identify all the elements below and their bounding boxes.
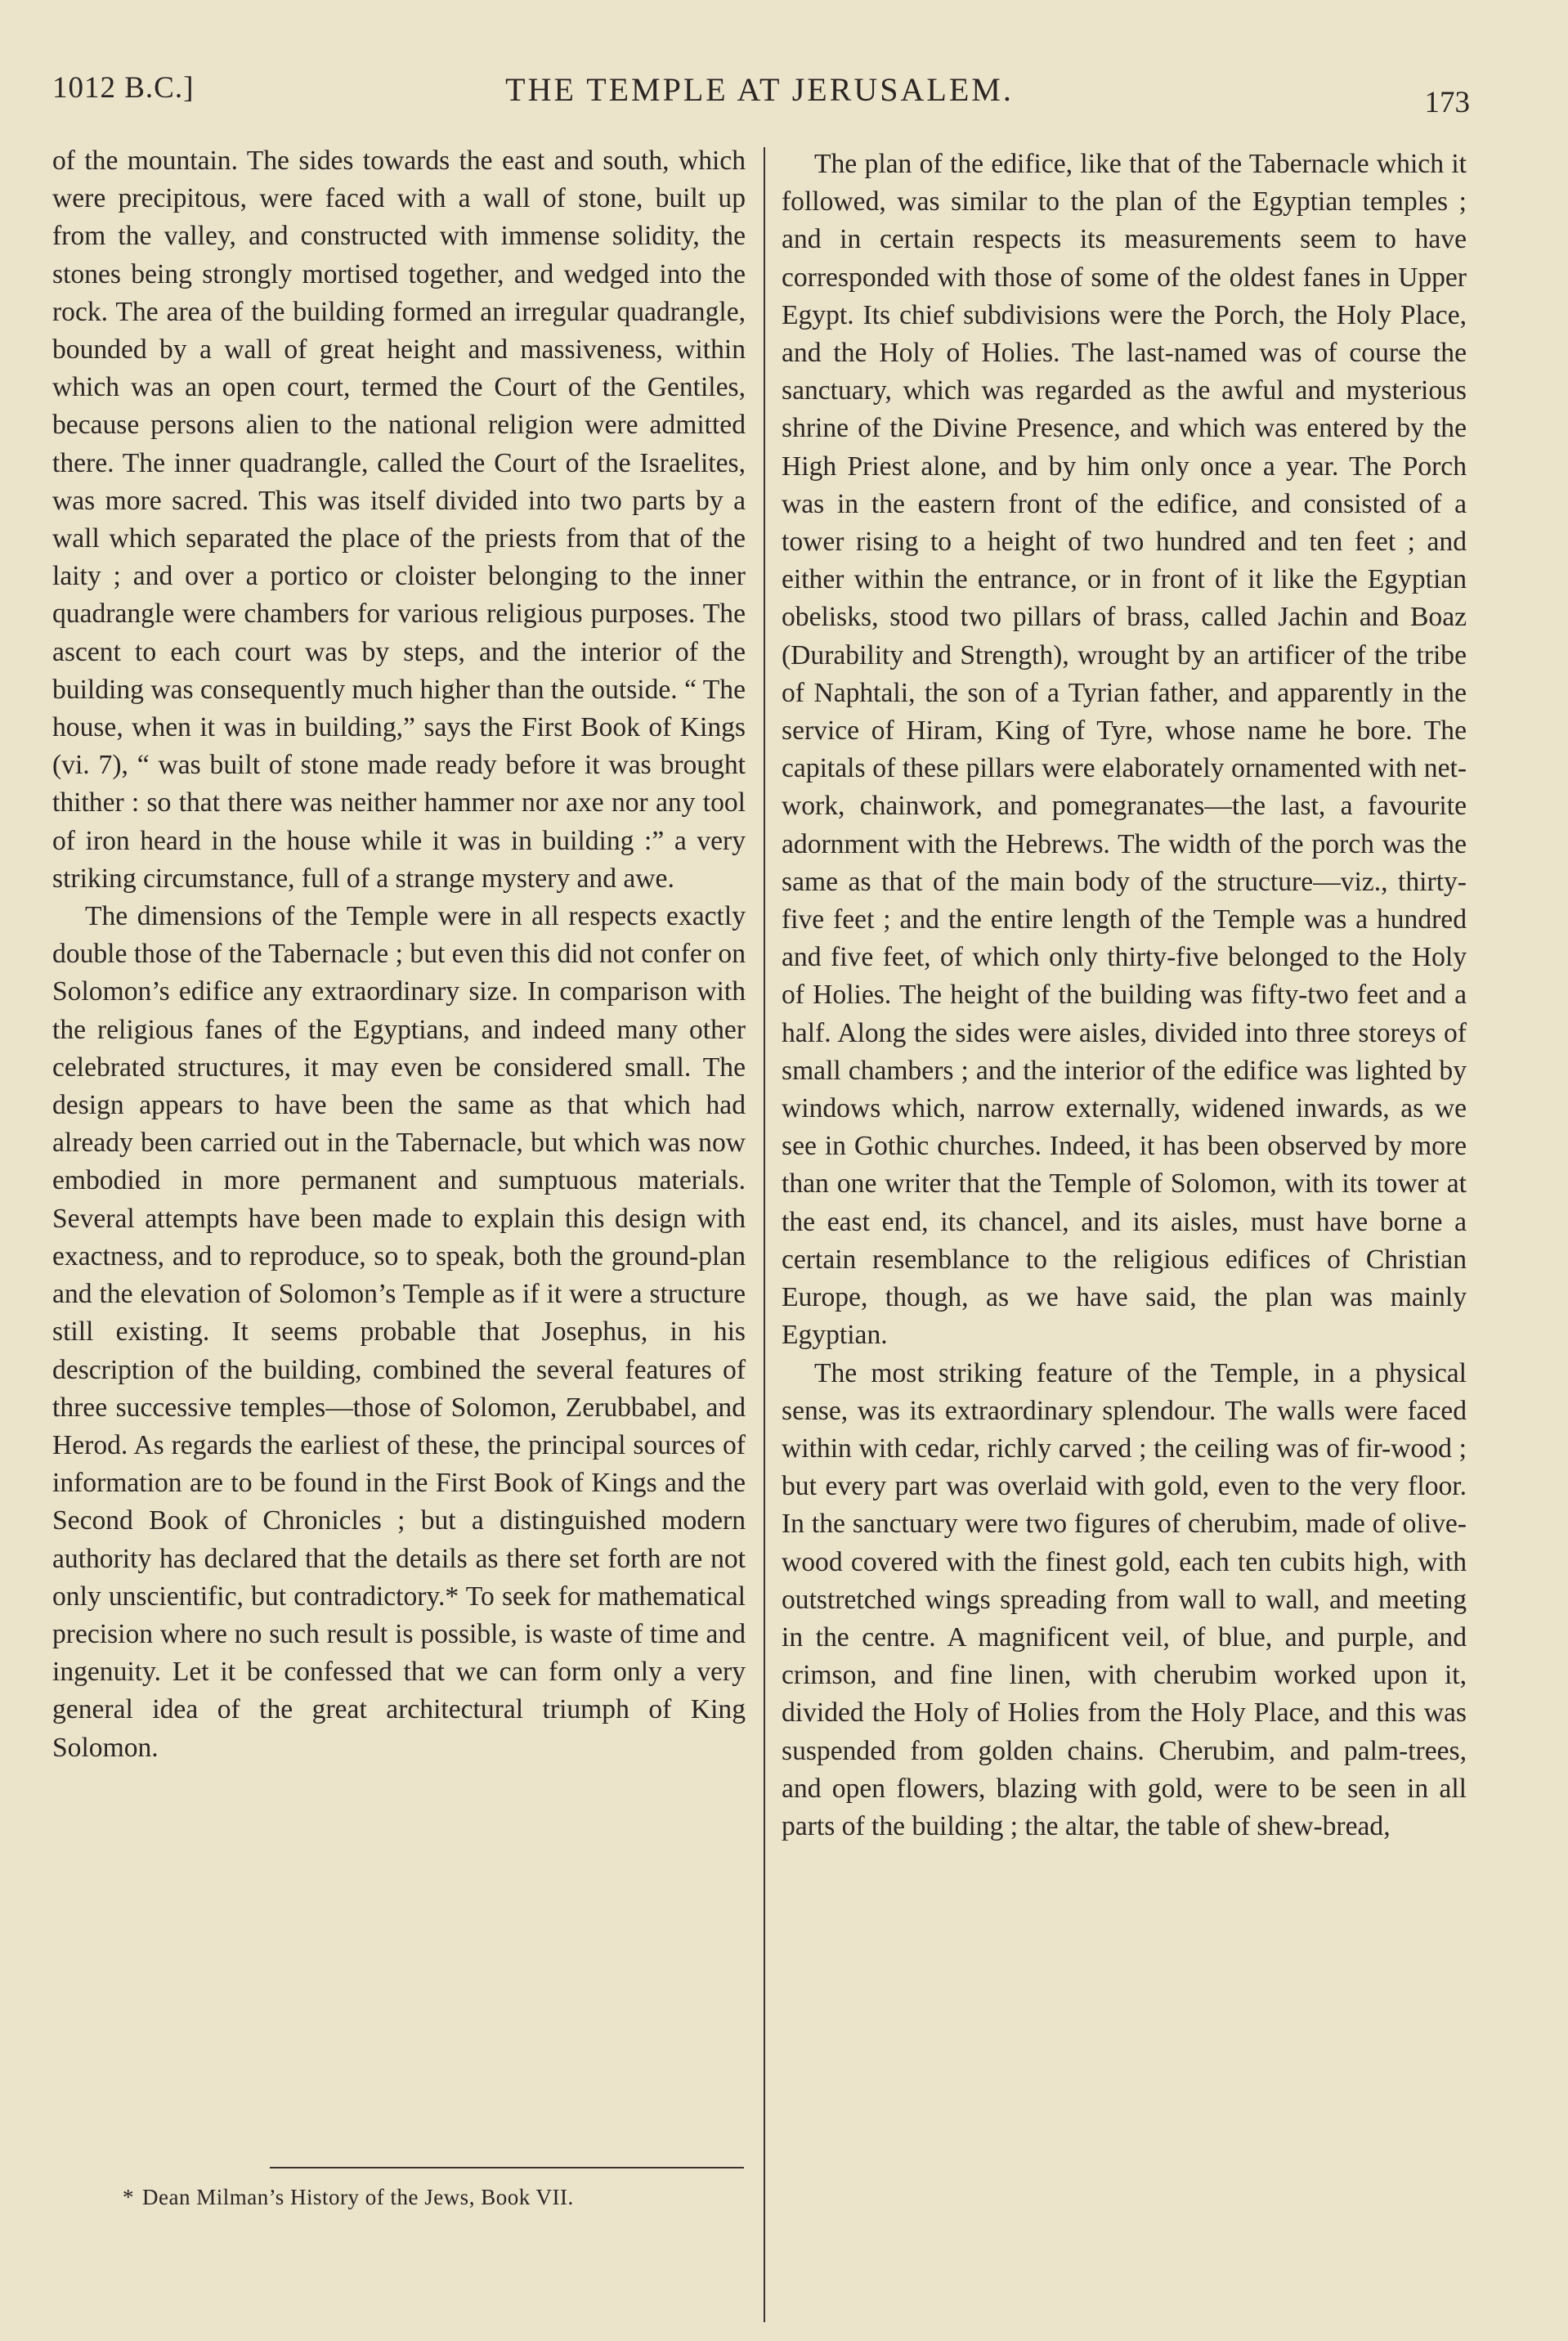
header-date: 1012 B.C.]	[52, 71, 195, 105]
page-number: 173	[1424, 86, 1470, 119]
right-column	[782, 146, 1467, 1845]
footnote-mark: *	[123, 2185, 134, 2209]
paragraph: The plan of the edifice, like that of the Tabernacle which it followed, was similar to the plan of the Egyptian temples ; and in certain respects its measurements seem to have corresponded with those of some of the oldest fanes in Upper Egypt. Its chief subdivisions were the Porch, the Holy Place, and the Holy of Holies. The last-named was of course the sanctuary, which was regarded as the awful and mysterious shrine of the Divine Presence, and which was entered by the High Priest alone, and by him only once a year. The Porch was in the eastern front of the edifice, and consisted of a tower rising to a height of two hundred and ten feet ; and either within the entrance, or in front of it like the Egyptian obelisks, stood two pillars of brass, called Jachin and Boaz (Durability and Strength), wrought by an artificer of the tribe of Naphtali, the son of a Tyrian father, and apparently in the service of Hiram, King of Tyre, whose name he bore. The capitals of these pillars were elaborately ornamented with net-work, chainwork, and pomegranates—the last, a favourite adornment with the Hebrews. The width of the porch was the same as that of the main body of the structure—viz., thirty-five feet ; and the entire length of the Temple was a hundred and five feet, of which only thirty-five belonged to the Holy of Holies. The height of the building was fifty-two feet and a half. Along the sides were aisles, divided into three storeys of small chambers ; and the interior of the edifice was lighted by windows which, narrow externally, widened inwards, as we see in Gothic churches. Indeed, it has been observed by more than one writer that the Temple of Solomon, with its tower at the east end, its chancel, and its aisles, must have borne a certain resemblance to the religious edifices of Christian Europe, though, as we have said, the plan was mainly Egyptian.	[782, 149, 1467, 1351]
footnote-text: Dean Milman’s History of the Jews, Book VII.	[142, 2185, 574, 2209]
paragraph: The dimensions of the Temple were in all respects exactly double those of the Tabernacle ; but even this did not confer on Solomon’s edifice any extraordinary size. In comparison with the religious fanes of the Egyptians, and indeed many other celebrated structures, it may even be considered small. The design appears to have been the same as that which had already been carried out in the Tabernacle, but which was now embodied in more permanent and sumptuous materials. Several attempts have been made to explain this design with exactness, and to reproduce, so to speak, both the ground-plan and the elevation of Solomon’s Temple as if it were a structure still existing. It seems probable that Josephus, in his description of the building, combined the several features of three successive temples—those of Solomon, Zerubbabel, and Herod. As regards the earliest of these, the principal sources of information are to be found in the First Book of Kings and the Second Book of Chronicles ; but a distinguished modern authority has declared that the details as there set forth are not only unscientific, but contradictory.* To seek for mathematical precision where no such result is possible, is waste of time and ingenuity. Let it be confessed that we can form only a very general idea of the great architectural triumph of King Solomon.	[52, 901, 746, 1763]
paragraph: The most striking feature of the Temple, in a physical sense, was its extraordinary splendour. The walls were faced within with cedar, richly carved ; the ceiling was of fir-wood ; but every part was overlaid with gold, even to the very floor. In the sanctuary were two figures of cherubim, made of olive-wood covered with the finest gold, each ten cubits high, with outstretched wings spreading from wall to wall, and meeting in the centre. A magnificent veil, of blue, and purple, and crimson, and fine linen, with cherubim worked upon it, divided the Holy of Holies from the Holy Place, and this was suspended from golden chains. Cherubim, and palm-trees, and open flowers, blazing with gold, were to be seen in all parts of the building ; the altar, the table of shew-bread,	[782, 1357, 1467, 1841]
running-header	[52, 70, 1470, 119]
footnote	[123, 2185, 744, 2210]
paragraph: of the mountain. The sides towards the east and south, which were precipitous, were faced with a wall of stone, built up from the valley, and constructed with immense solidity, the stones being strongly mortised together, and wedged into the rock. The area of the building formed an irregular quadrangle, bounded by a wall of great height and massiveness, within which was an open court, termed the Court of the Gentiles, because persons alien to the national religion were admitted there. The inner quadrangle, called the Court of the Israelites, was more sacred. This was itself divided into two parts by a wall which separated the place of the priests from that of the laity ; and over a portico or cloister belonging to the inner quadrangle were chambers for various religious purposes. The ascent to each court was by steps, and the interior of the building was consequently much higher than the outside. “ The house, when it was in building,” says the First Book of Kings (vi. 7), “ was built of stone made ready before it was brought thither : so that there was neither hammer nor axe nor any tool of iron heard in the house while it was in building :” a very striking circumstance, full of a strange mystery and awe.	[52, 146, 746, 894]
footnote-rule	[270, 2167, 744, 2168]
page-title: THE TEMPLE AT JERUSALEM.	[505, 71, 1014, 108]
column-divider	[764, 147, 765, 2322]
left-column	[52, 142, 746, 1767]
